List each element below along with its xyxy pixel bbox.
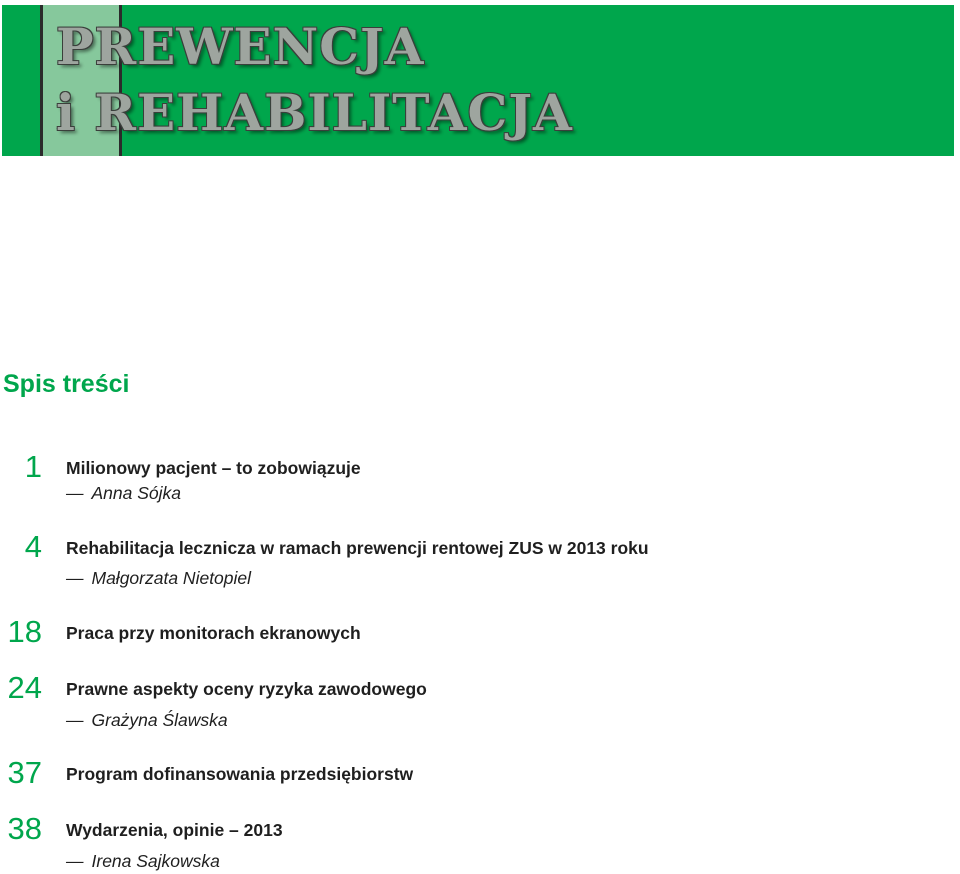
author-name: Anna Sójka: [91, 483, 182, 503]
author-name: Grażyna Ślawska: [91, 710, 228, 730]
toc-article-title[interactable]: Prawne aspekty oceny ryzyka zawodowego: [66, 679, 427, 699]
toc-article-title[interactable]: Program dofinansowania przedsiębiorstw: [66, 764, 414, 784]
author-dash: —: [66, 710, 84, 730]
toc-article-title[interactable]: Wydarzenia, opinie – 2013: [66, 820, 283, 840]
toc-article-author: [66, 482, 181, 504]
toc-page-number: 18: [7, 614, 42, 649]
author-dash: —: [66, 851, 84, 871]
toc-article-title[interactable]: Praca przy monitorach ekranowych: [66, 623, 361, 643]
header-banner: [2, 5, 954, 156]
toc-page-number: 4: [24, 529, 42, 564]
toc-page-number: 37: [7, 755, 42, 790]
toc-page-number: 24: [7, 670, 42, 705]
banner-title-line2: i REHABILITACJA: [56, 83, 573, 142]
author-dash: —: [66, 483, 84, 503]
toc-article-author: [66, 567, 251, 589]
toc-page-number: 38: [7, 811, 42, 846]
author-name: Irena Sajkowska: [91, 851, 220, 871]
toc-heading: Spis treści: [3, 370, 130, 398]
banner-title-line1: PREWENCJA: [56, 17, 425, 76]
author-dash: —: [66, 568, 84, 588]
toc-article-author: [66, 850, 220, 872]
author-name: Małgorzata Nietopiel: [91, 568, 252, 588]
toc-article-title[interactable]: Rehabilitacja lecznicza w ramach prewencji rentowej ZUS w 2013 roku: [66, 538, 649, 558]
toc-page-number: 1: [24, 449, 42, 484]
toc-article-title[interactable]: Milionowy pacjent – to zobowiązuje: [66, 458, 361, 478]
toc-article-author: [66, 709, 228, 731]
